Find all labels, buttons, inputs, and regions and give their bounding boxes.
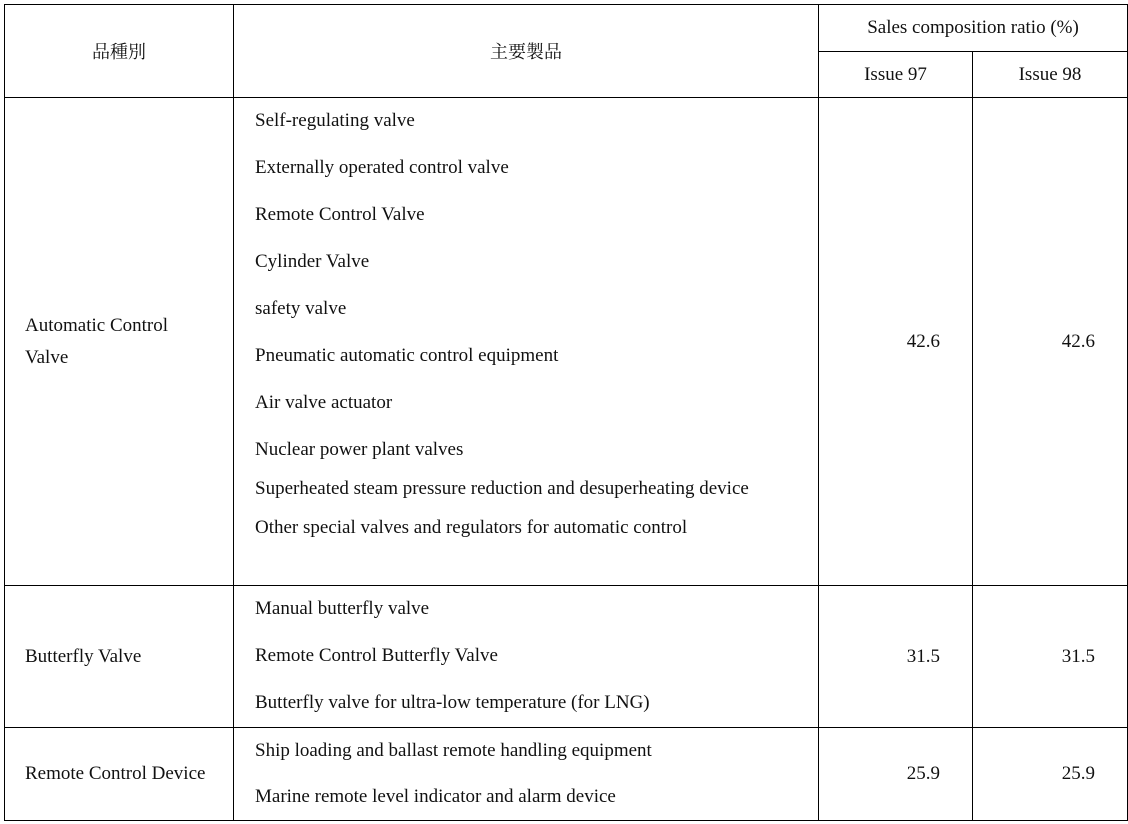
issue-97-value: 42.6 [819,98,973,586]
table-row [5,586,1128,728]
product-item: Air valve actuator [255,392,393,413]
header-category: 品種別 [5,5,234,98]
category-cell [5,98,234,586]
header-issue-98: Issue 98 [973,52,1128,98]
product-item: Other special valves and regulators for automatic control [255,517,688,538]
table-row [5,728,1128,821]
issue-98-value: 31.5 [973,586,1128,728]
product-item: Ship loading and ballast remote handling equipment [255,740,652,761]
product-item: Self-regulating valve [255,110,415,131]
product-item: Pneumatic automatic control equipment [255,345,559,366]
product-item: Superheated steam pressure reduction and desuperheating device [255,478,749,499]
issue-97-value: 31.5 [819,586,973,728]
product-item: Cylinder Valve [255,251,370,272]
product-item: Butterfly valve for ultra-low temperature (for LNG) [255,692,650,713]
product-item: Remote Control Butterfly Valve [255,645,498,666]
products-cell [234,586,819,728]
category-cell [5,586,234,728]
issue-97-value: 25.9 [819,728,973,821]
header-issue-97: Issue 97 [819,52,973,98]
product-item: safety valve [255,298,347,319]
table-row [5,98,1128,586]
products-cell [234,728,819,821]
product-item: Externally operated control valve [255,157,509,178]
header-sales-ratio: Sales composition ratio (%) [819,5,1128,52]
products-cell [234,98,819,586]
issue-98-value: 25.9 [973,728,1128,821]
product-item: Marine remote level indicator and alarm device [255,786,616,807]
product-item: Remote Control Valve [255,204,425,225]
issue-98-value: 42.6 [973,98,1128,586]
header-products: 主要製品 [234,5,819,98]
category-label: Butterfly Valve [25,645,142,667]
sales-composition-table [4,4,1128,821]
product-item: Manual butterfly valve [255,598,430,619]
category-cell [5,728,234,821]
product-item: Nuclear power plant valves [255,439,464,460]
category-label: Automatic Control Valve [25,314,169,368]
category-label: Remote Control Device [25,763,206,784]
